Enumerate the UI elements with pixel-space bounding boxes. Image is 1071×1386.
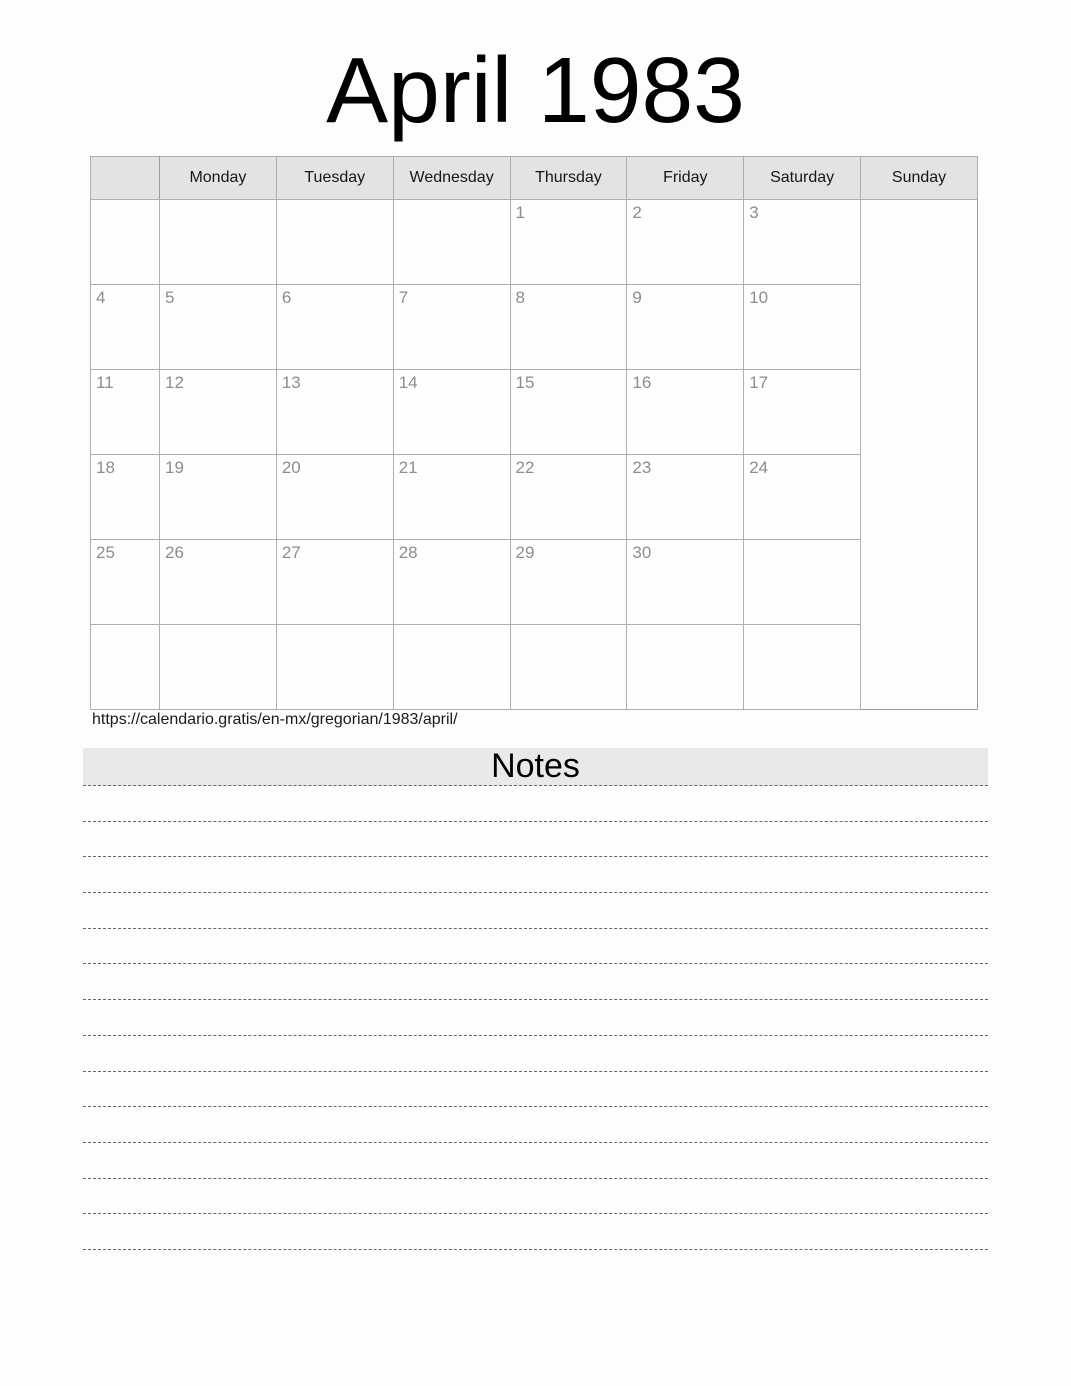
day-number: 10	[749, 288, 769, 307]
weekday-header: Tuesday	[276, 157, 393, 200]
page-title: April 1983	[326, 38, 745, 142]
calendar-day-cell	[160, 370, 277, 455]
day-number: 28	[398, 543, 418, 562]
notes-line	[83, 1072, 988, 1108]
calendar-day-cell	[160, 455, 277, 540]
day-number	[511, 635, 516, 638]
day-number: 27	[281, 543, 301, 562]
day-number: 9	[632, 288, 642, 307]
notes-line	[83, 1107, 988, 1143]
notes-line	[83, 964, 988, 1000]
calendar-empty-cell	[744, 625, 861, 710]
notes-line	[83, 1214, 988, 1250]
calendar-empty-cell	[276, 200, 393, 285]
day-number: 12	[165, 373, 184, 392]
day-number: 17	[749, 373, 769, 392]
calendar-empty-cell	[393, 200, 510, 285]
calendar-day-cell	[627, 200, 744, 285]
calendar-day-cell	[160, 540, 277, 625]
calendar-day-cell	[276, 540, 393, 625]
day-number: 25	[96, 543, 115, 562]
calendar-day-cell	[91, 455, 160, 540]
notes-line	[83, 1179, 988, 1215]
day-number: 3	[749, 203, 759, 222]
calendar-empty-cell	[160, 625, 277, 710]
day-number: 15	[515, 373, 535, 392]
notes-line	[83, 822, 988, 858]
calendar-week-row	[91, 455, 978, 540]
day-number	[91, 210, 96, 213]
calendar-empty-cell	[91, 200, 160, 285]
calendar-day-cell	[393, 370, 510, 455]
notes-line	[83, 1036, 988, 1072]
notes-line	[83, 857, 988, 893]
day-number: 19	[165, 458, 184, 477]
calendar-empty-cell	[91, 625, 160, 710]
calendar-empty-cell	[393, 625, 510, 710]
day-number: 23	[632, 458, 652, 477]
calendar-empty-cell	[627, 625, 744, 710]
day-number: 4	[96, 288, 106, 307]
day-number	[160, 635, 165, 638]
weekday-header: Wednesday	[393, 157, 510, 200]
weekday-header: Friday	[627, 157, 744, 200]
calendar-day-cell	[276, 455, 393, 540]
day-number	[394, 210, 399, 213]
calendar-day-cell	[744, 455, 861, 540]
notes-line	[83, 786, 988, 822]
notes-line	[83, 1000, 988, 1036]
calendar-week-row	[91, 370, 978, 455]
day-number: 24	[749, 458, 769, 477]
day-number: 20	[281, 458, 301, 477]
calendar-day-cell	[276, 285, 393, 370]
calendar-day-cell	[627, 540, 744, 625]
day-number: 5	[165, 288, 175, 307]
day-number: 16	[632, 373, 652, 392]
day-number	[744, 635, 749, 638]
calendar-day-cell	[744, 370, 861, 455]
notes-line	[83, 893, 988, 929]
calendar-day-cell	[91, 370, 160, 455]
calendar-day-cell	[510, 540, 627, 625]
day-number: 1	[515, 203, 525, 222]
day-number: 7	[398, 288, 409, 307]
calendar-empty-cell	[510, 625, 627, 710]
day-number: 22	[515, 458, 535, 477]
calendar-day-cell	[91, 285, 160, 370]
calendar-day-cell	[393, 540, 510, 625]
left-margin-column	[91, 157, 160, 200]
calendar-day-cell	[91, 540, 160, 625]
calendar-day-cell	[744, 200, 861, 285]
calendar-table	[90, 156, 978, 710]
day-number	[277, 210, 282, 213]
day-number: 11	[96, 373, 114, 392]
day-number: 26	[165, 543, 184, 562]
day-number: 8	[515, 288, 525, 307]
calendar-body	[91, 200, 978, 710]
day-number	[277, 635, 282, 638]
day-number: 21	[398, 458, 418, 477]
day-number: 6	[281, 288, 292, 307]
calendar-week-row	[91, 285, 978, 370]
calendar-empty-cell	[744, 540, 861, 625]
day-number: 29	[515, 543, 535, 562]
day-number: 13	[281, 373, 301, 392]
calendar-day-cell	[627, 455, 744, 540]
calendar-week-row	[91, 200, 978, 285]
weekday-header: Monday	[160, 157, 277, 200]
calendar-day-cell	[276, 370, 393, 455]
calendar-day-cell	[160, 285, 277, 370]
day-number: 30	[632, 543, 652, 562]
notes-line	[83, 1143, 988, 1179]
calendar-day-cell	[510, 455, 627, 540]
weekday-header: Thursday	[510, 157, 627, 200]
calendar-week-row	[91, 625, 978, 710]
day-number	[394, 635, 399, 638]
notes-header	[83, 748, 988, 786]
notes-title: Notes	[491, 747, 580, 785]
day-number: 18	[96, 458, 115, 477]
calendar-day-cell	[627, 285, 744, 370]
calendar-day-cell	[510, 370, 627, 455]
weekday-header: Sunday	[861, 157, 978, 200]
day-number	[744, 550, 749, 553]
calendar-week-row	[91, 540, 978, 625]
calendar-empty-cell	[160, 200, 277, 285]
notes-line	[83, 929, 988, 965]
day-number: 2	[632, 203, 642, 222]
day-number	[91, 635, 96, 638]
calendar-day-cell	[510, 285, 627, 370]
notes-area	[83, 786, 988, 1250]
calendar-day-cell	[744, 285, 861, 370]
calendar-header-row	[91, 157, 978, 200]
day-number	[627, 635, 632, 638]
source-url: https://calendario.gratis/en-mx/gregorian/1983/april/	[92, 711, 458, 728]
calendar-day-cell	[393, 285, 510, 370]
calendar-day-cell	[627, 370, 744, 455]
weekday-header: Saturday	[744, 157, 861, 200]
calendar-empty-cell	[276, 625, 393, 710]
day-number: 14	[398, 373, 418, 392]
calendar-day-cell	[393, 455, 510, 540]
calendar-day-cell	[510, 200, 627, 285]
day-number	[160, 210, 165, 213]
